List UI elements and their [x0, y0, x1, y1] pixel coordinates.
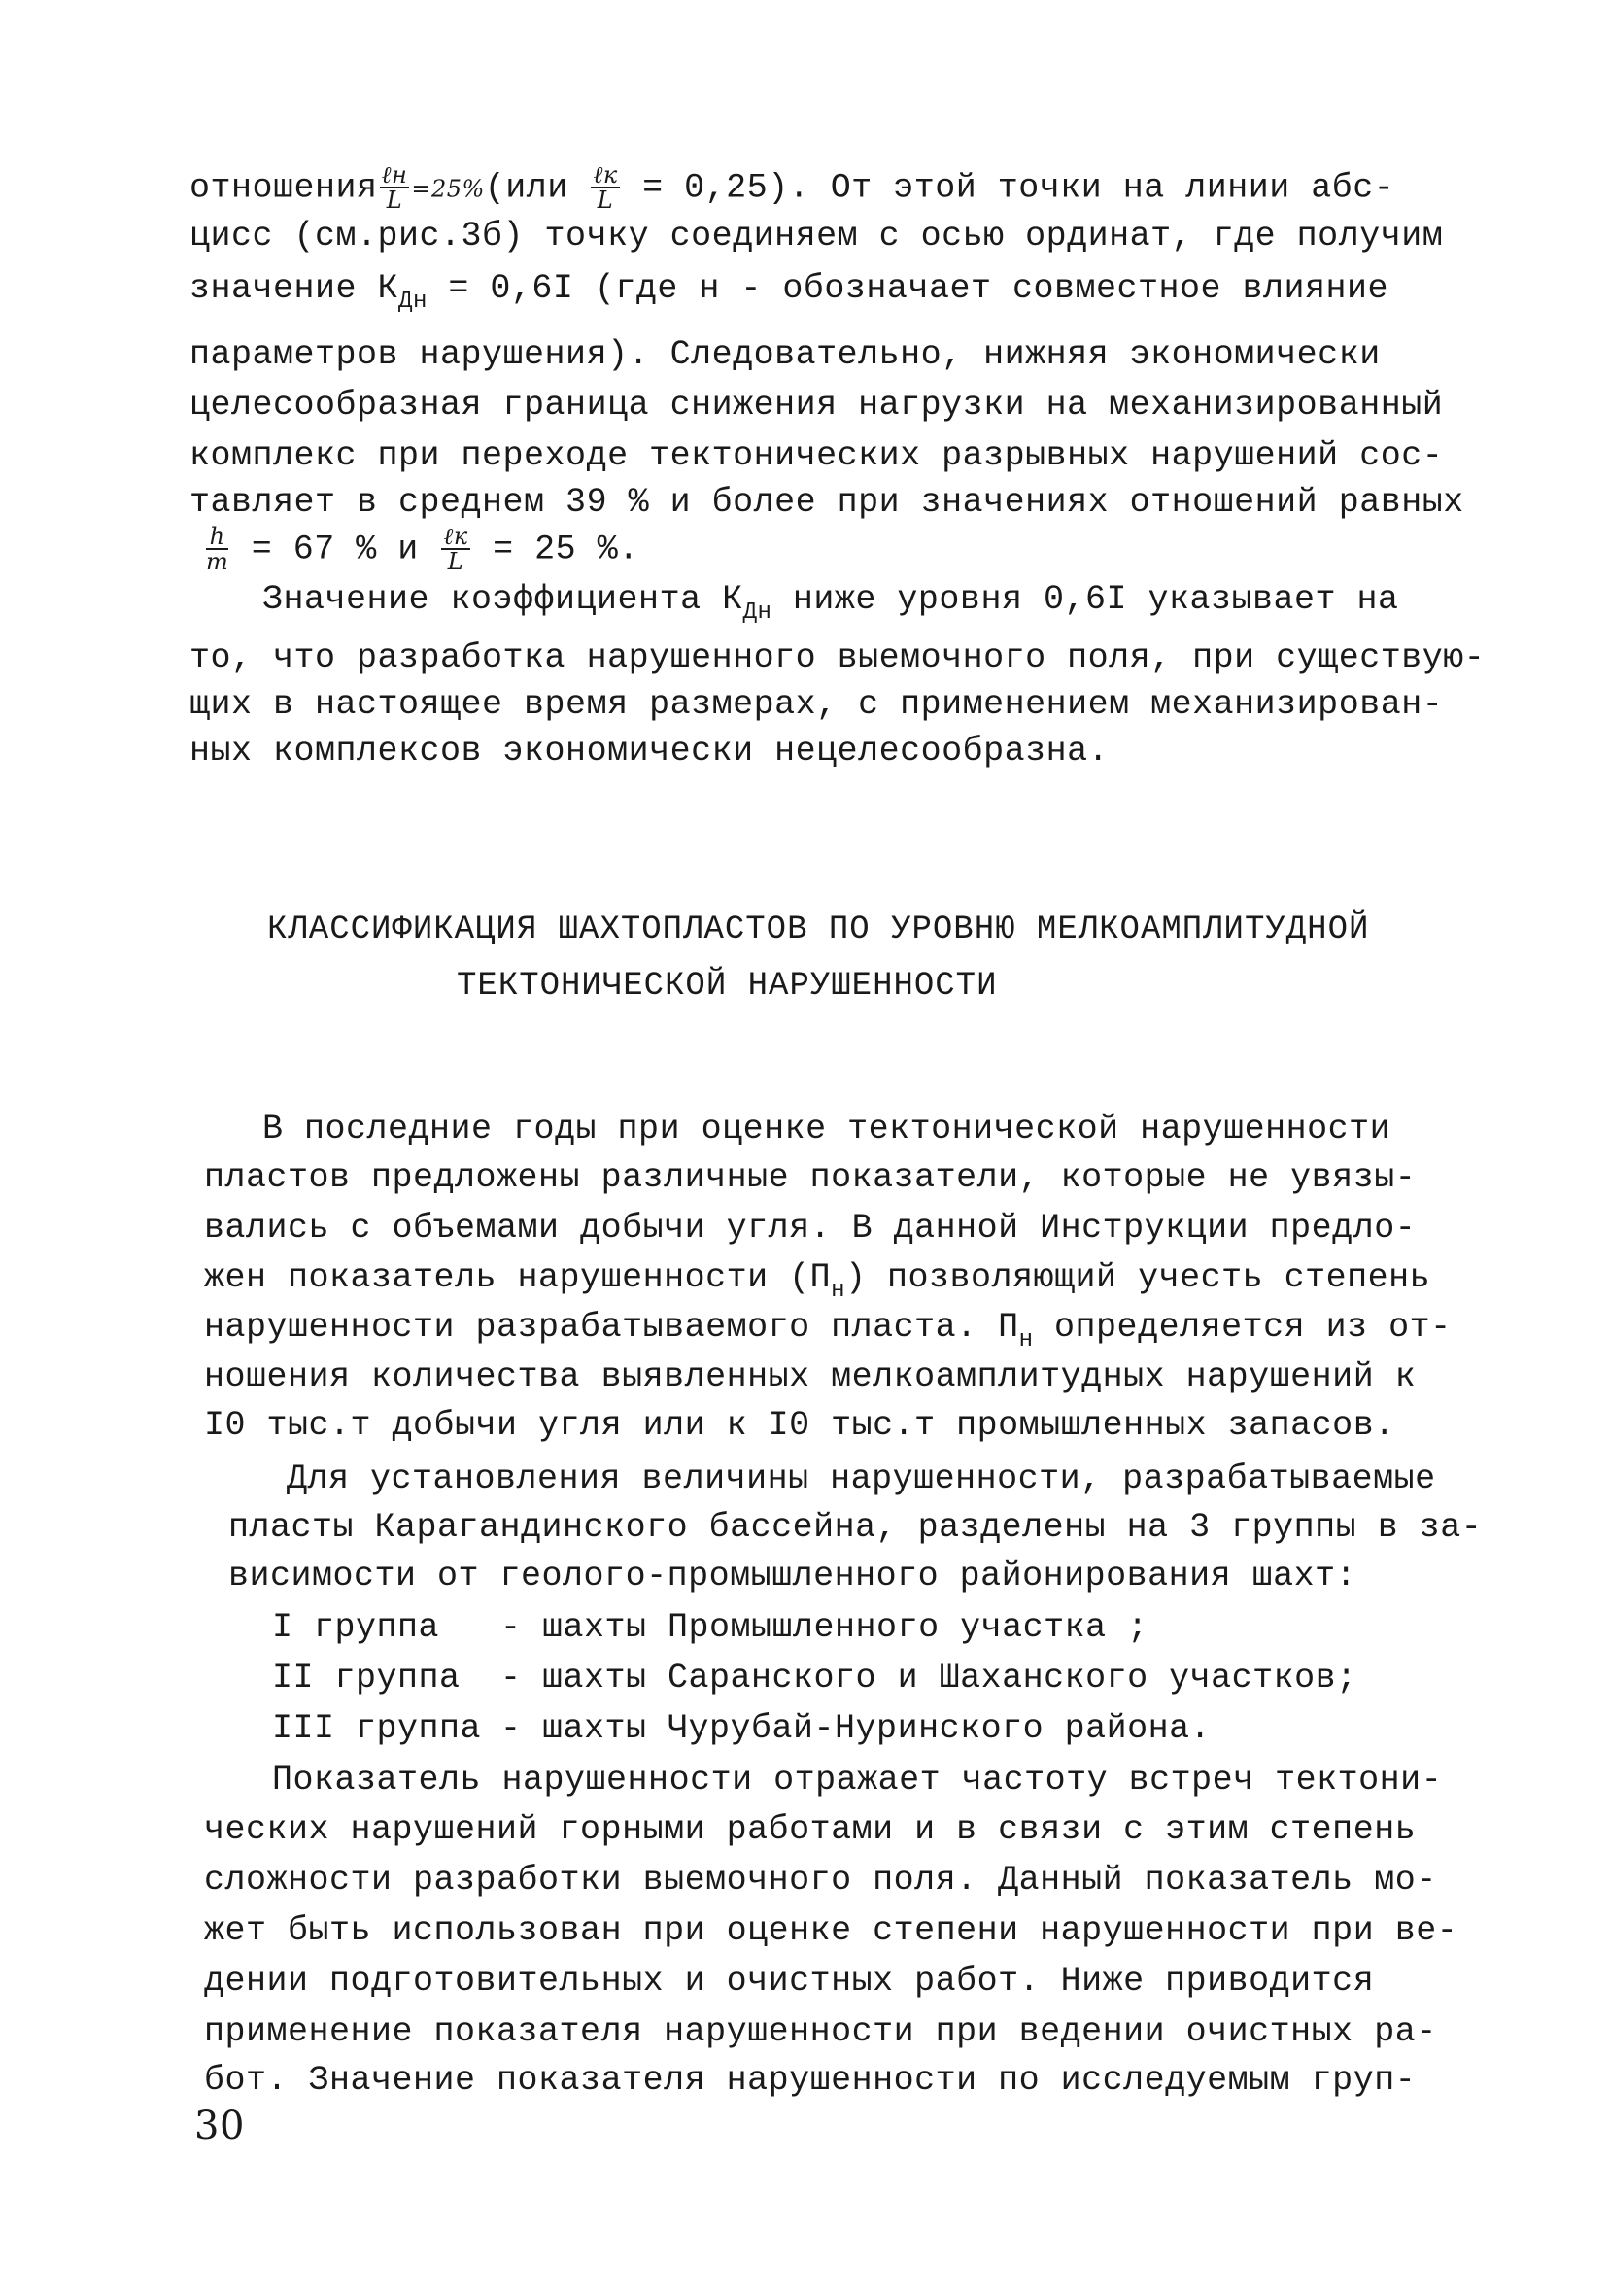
text-line: применение показателя нарушенности при ведении очистных ра-: [204, 2012, 1437, 2051]
text-line: висимости от геолого-промышленного районирования шахт:: [228, 1557, 1357, 1595]
text-line: отношения $\frac{\text{ℓн}}{L}$ =25%(или $\frac{\text{ℓк}}{L}$ = 0,25). От этой точки на линии абс-: [189, 161, 1395, 214]
fraction-formula: $\frac{\text{ℓн}}{L}$: [381, 161, 408, 214]
text-line: I0 тыс.т добычи угля или к I0 тыс.т промышленных запасов.: [204, 1406, 1395, 1445]
text-line: бот. Значение показателя нарушенности по исследуемым груп-: [204, 2061, 1417, 2100]
list-item: III группа - шахты Чурубай-Нуринского района.: [272, 1709, 1212, 1748]
text-line: жет быть использован при оценке степени нарушенности при ве-: [204, 1911, 1458, 1950]
text-line: цисс (см.рис.3б) точку соединяем с осью ординат, где получим: [189, 217, 1444, 256]
list-item: II группа - шахты Саранского и Шаханского участков;: [272, 1659, 1357, 1697]
text-line: $\frac{h}{m}$ = 67 % и $\frac{\text{ℓк}}{L}$ = 25 %.: [206, 523, 639, 575]
text-line: сложности разработки выемочного поля. Данный показатель мо-: [204, 1861, 1437, 1900]
text-line: щих в настоящее время размерах, с применением механизирован-: [189, 685, 1444, 724]
text-line: ческих нарушений горными работами и в связи с этим степень: [204, 1810, 1417, 1849]
text-line: комплекс при переходе тектонических разрывных нарушений сос-: [189, 436, 1444, 475]
text-line: дении подготовительных и очистных работ. Ниже приводится: [204, 1962, 1375, 2001]
page-number: 30: [194, 2104, 245, 2148]
text-line: Для установления величины нарушенности, разрабатываемые: [287, 1459, 1436, 1498]
text-line: значение $К_{Дн} = 0,6I$ (где н - обозначает совместное влияние: [189, 269, 1389, 315]
text-line: пластов предложены различные показатели, которые не увязы-: [204, 1158, 1417, 1197]
text-line: ношения количества выявленных мелкоамплитудных нарушений к: [204, 1357, 1417, 1396]
text-line: параметров нарушения). Следовательно, нижняя экономически: [189, 335, 1381, 374]
fraction-formula: $\frac{\text{ℓк}}{L}$: [593, 161, 618, 214]
section-heading: ТЕКТОНИЧЕСКОЙ НАРУШЕННОСТИ: [457, 968, 998, 1005]
text-line: Значение коэффициента $К_{Дн}$ ниже уровня 0,6I указывает на: [262, 580, 1399, 626]
text-line: Показатель нарушенности отражает частоту встреч тектони-: [272, 1761, 1443, 1799]
text-line: пласты Карагандинского бассейна, разделены на 3 группы в за-: [228, 1508, 1483, 1547]
fraction-formula: $\frac{h}{m}$: [206, 523, 229, 575]
text-line: вались с объемами добычи угля. В данной Инструкции предло-: [204, 1209, 1417, 1248]
list-item: I группа - шахты Промышленного участка ;: [272, 1608, 1148, 1647]
text-line: целесообразная граница снижения нагрузки на механизированный: [189, 386, 1444, 425]
text-line: жен показатель нарушенности $(П_н)$ позволяющий учесть степень: [204, 1258, 1431, 1304]
section-heading: КЛАССИФИКАЦИЯ ШАХТОПЛАСТОВ ПО УРОВНЮ МЕЛКОАМПЛИТУДНОЙ: [267, 911, 1370, 948]
text-line: ных комплексов экономически нецелесообразна.: [189, 732, 1110, 771]
text-line: то, что разработка нарушенного выемочного поля, при существую-: [189, 638, 1486, 677]
text-line: нарушенности разрабатываемого пласта. $П_н$ определяется из от-: [204, 1308, 1452, 1354]
text-line: тавляет в среднем 39 % и более при значениях отношений равных: [189, 483, 1464, 522]
fraction-formula: $\frac{\text{ℓк}}{L}$: [443, 523, 468, 575]
text-line: В последние годы при оценке тектонической нарушенности: [262, 1110, 1391, 1148]
